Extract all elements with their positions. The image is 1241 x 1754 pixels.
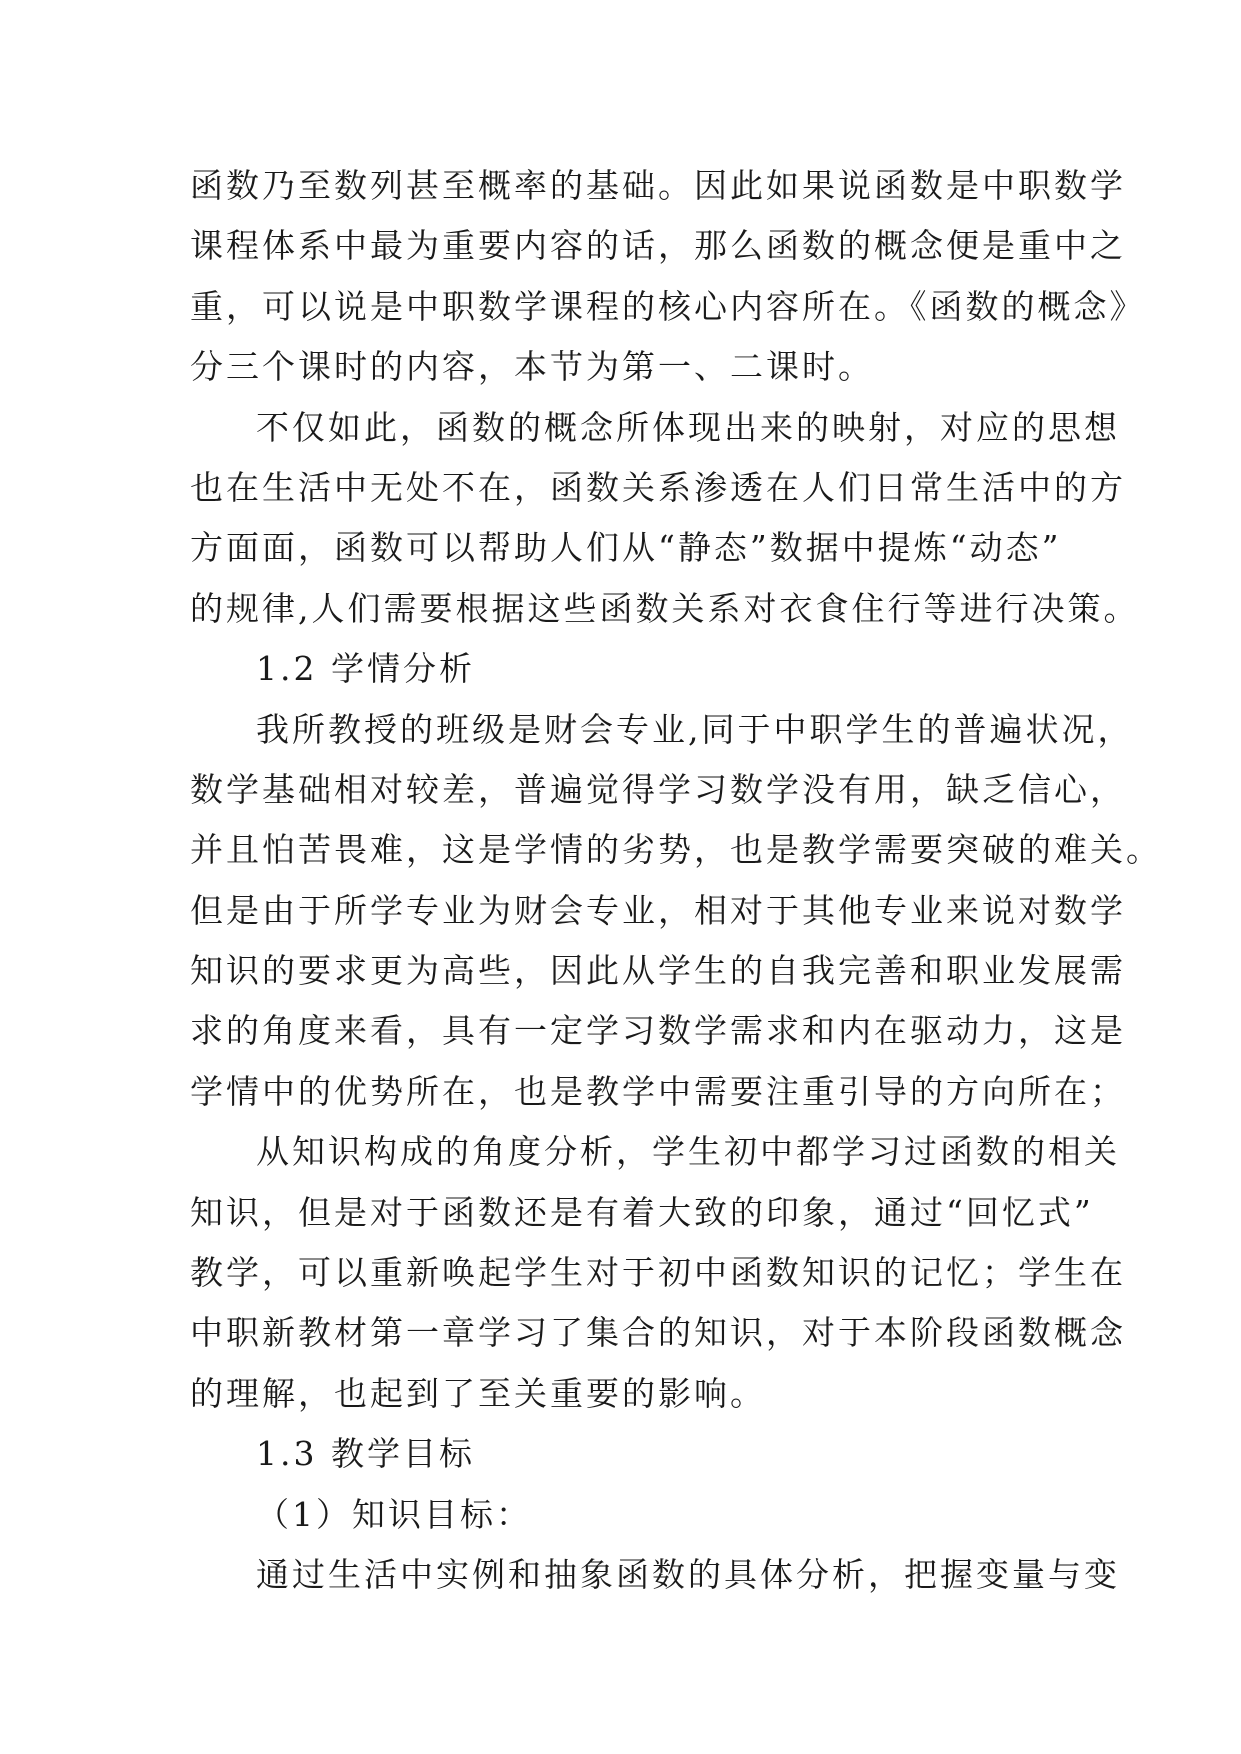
- text-line: 求的角度来看，具有一定学习数学需求和内在驱动力，这是: [190, 1011, 1126, 1051]
- text-line: 教学，可以重新唤起学生对于初中函数知识的记忆；学生在: [190, 1253, 1126, 1293]
- text-line: 从知识构成的角度分析，学生初中都学习过函数的相关: [256, 1132, 1120, 1172]
- text-line: 知识的要求更为高些，因此从学生的自我完善和职业发展需: [190, 951, 1126, 991]
- text-line: 分三个课时的内容，本节为第一、二课时。: [190, 347, 874, 387]
- document-page: [190, 156, 1162, 1605]
- text-line: 方面面，函数可以帮助人们从“静态”数据中提炼“动态”: [190, 528, 1062, 568]
- text-line: 知识，但是对于函数还是有着大致的印象，通过“回忆式”: [190, 1192, 1094, 1232]
- text-line: 中职新教材第一章学习了集合的知识，对于本阶段函数概念: [190, 1313, 1126, 1353]
- text-line: 重，可以说是中职数学课程的核心内容所在。《函数的概念》: [190, 286, 1146, 326]
- text-line: 的理解，也起到了至关重要的影响。: [190, 1373, 766, 1413]
- text-line: 但是由于所学专业为财会专业，相对于其他专业来说对数学: [190, 890, 1126, 930]
- text-line: （1）知识目标：: [256, 1494, 532, 1534]
- text-line: 并且怕苦畏难，这是学情的劣势，也是教学需要突破的难关。: [190, 830, 1162, 870]
- text-line: 1.2 学情分析: [256, 649, 475, 689]
- text-line: 不仅如此，函数的概念所体现出来的映射，对应的思想: [256, 407, 1120, 447]
- text-line: 函数乃至数列甚至概率的基础。因此如果说函数是中职数学: [190, 166, 1126, 205]
- text-line: 1.3 教学目标: [256, 1434, 475, 1474]
- text-line: 通过生活中实例和抽象函数的具体分析，把握变量与变: [256, 1554, 1120, 1594]
- text-line: 我所教授的班级是财会专业,同于中职学生的普遍状况，: [256, 709, 1134, 749]
- text-line: 课程体系中最为重要内容的话，那么函数的概念便是重中之: [190, 226, 1126, 266]
- text-line: 的规律,人们需要根据这些函数关系对衣食住行等进行决策。: [190, 588, 1140, 628]
- text-line: 数学基础相对较差，普遍觉得学习数学没有用，缺乏信心，: [190, 769, 1126, 809]
- text-line: 也在生活中无处不在，函数关系渗透在人们日常生活中的方: [190, 467, 1126, 507]
- text-line: 学情中的优势所在，也是教学中需要注重引导的方向所在；: [190, 1071, 1126, 1111]
